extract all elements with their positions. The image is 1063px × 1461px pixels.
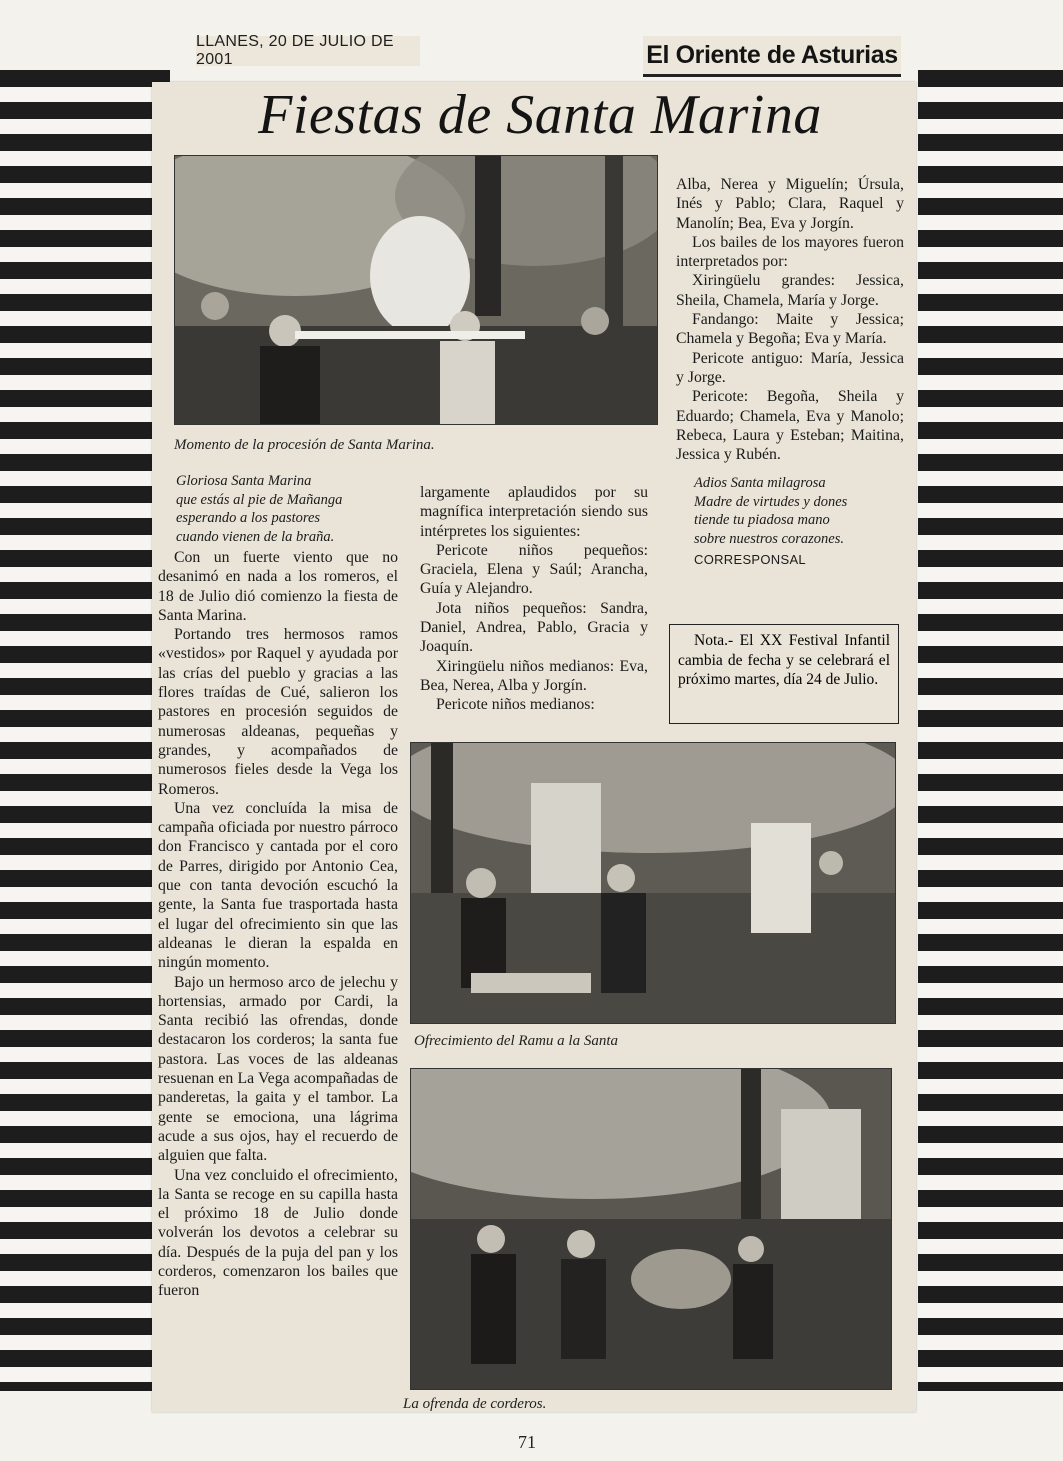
paragraph: Xiringüelu grandes: Jessica, Sheila, Chamela, María y Jorge.: [676, 272, 904, 309]
article-headline: Fiestas de Santa Marina: [258, 84, 822, 146]
verse-line: tiende tu piadosa mano: [694, 512, 830, 529]
paragraph: Xiringüelu niños medianos: Eva, Bea, Nerea, Alba y Jorgín.: [420, 657, 648, 694]
signature: CORRESPONSAL: [694, 552, 806, 568]
paragraph: Portando tres hermosos ramos «vestidos» por Raquel y ayudada por las crías del pueblo y gracias a las flores traídas de Cué, salieron los pastores en procesión seguidos de numerosas aldeanas, pequeñas y grandes, y acompañados de numerosos fieles desde la Vega los Romeros.: [158, 626, 398, 798]
verse-line: Gloriosa Santa Marina: [176, 473, 312, 489]
article-column-1: [158, 472, 398, 1301]
photo-procession: [174, 155, 658, 425]
paragraph: Jota niños pequeños: Sandra, Daniel, Andrea, Pablo, Gracia y Joaquín.: [420, 599, 648, 656]
paragraph: Pericote niños medianos:: [436, 696, 595, 714]
dateline: LLANES, 20 DE JULIO DE 2001: [196, 36, 420, 66]
paragraph: Pericote antiguo: María, Jessica y Jorge.: [676, 349, 904, 386]
verse-line: esperando a los pastores: [176, 510, 321, 526]
newspaper-masthead: El Oriente de Asturias: [643, 36, 901, 77]
nota-box: [669, 624, 899, 724]
page-number: 71: [518, 1432, 536, 1452]
scan-background-right: [918, 70, 1063, 1391]
verse-line: que estás al pie de Mañanga: [176, 491, 343, 508]
paragraph: Una vez concluída la misa de campaña oficiada por nuestro párroco don Francisco y cantada por el coro de Parres, dirigido por Antonio Cea, que con tanta devoción escuchó la gente, la Santa fue trasportada hasta el lugar del ofrecimiento sin que las aldeanas le dieran la espalda en ningún momento.: [158, 799, 398, 972]
paragraph: Fandango: Maite y Jessica; Chamela y Begoña; Eva y María.: [676, 311, 904, 348]
photo-caption: Ofrecimiento del Ramu a la Santa: [414, 1033, 618, 1049]
paragraph: Pericote niños pequeños: Graciela, Elena y Saúl; Arancha, Guía y Alejandro.: [420, 541, 648, 598]
paragraph: Una vez concluido el ofrecimiento, la Santa se recoge en su capilla hasta el próximo 18 de Julio donde volverán los devotos a celebrar su día. Después de la puja del pan y los corderos, comenzaron los bailes que fueron: [158, 1166, 398, 1300]
paragraph: Pericote: Begoña, Sheila y Eduardo; Chamela, Eva y Manolo; Rebeca, Laura y Esteban; Maitina, Jessica y Rubén.: [676, 388, 904, 464]
nota-text: Nota.- El XX Festival Infantil cambia de fecha y se celebrará el próximo martes, día 24 de Julio.: [678, 632, 890, 688]
verse-line: cuando vienen de la braña.: [176, 528, 335, 545]
paragraph: Con un fuerte viento que no desanimó en nada a los romeros, el 18 de Julio dió comienzo la fiesta de Santa Marina.: [158, 549, 398, 624]
photo-offering-ramu: [410, 742, 896, 1024]
verse-line: sobre nuestros corazones.: [694, 530, 844, 547]
photo-caption: La ofrenda de corderos.: [403, 1396, 547, 1412]
photo-lamb-offering: [410, 1068, 892, 1390]
paragraph: Alba, Nerea y Miguelín; Úrsula, Inés y Pablo; Clara, Raquel y Manolín; Bea, Eva y Jorgín.: [676, 176, 904, 232]
verse-line: Adios Santa milagrosa: [694, 475, 826, 492]
opening-verse: [176, 472, 398, 546]
scan-background-left: [0, 70, 170, 1391]
photo-caption: Momento de la procesión de Santa Marina.: [174, 437, 435, 453]
article-column-3: [676, 175, 904, 570]
closing-verse: [694, 474, 904, 548]
paragraph: Bajo un hermoso arco de jelechu y hortensias, armado por Cardi, la Santa recibió las ofrendas, donde destacaron los corderos; la santa fue pastora. Las voces de las aldeanas resuenan en La Vega acompañadas de panderetas, la gaita y el tambor. La gente se emociona, una lágrima acude a sus ojos, hay el recuerdo de alguien que falta.: [158, 973, 398, 1165]
paragraph: Los bailes de los mayores fueron interpretados por:: [676, 233, 904, 271]
paragraph: largamente aplaudidos por su magnífica interpretación siendo sus intérpretes los siguientes:: [420, 484, 648, 540]
verse-line: Madre de virtudes y dones: [694, 493, 848, 510]
article-column-2: [420, 483, 648, 715]
